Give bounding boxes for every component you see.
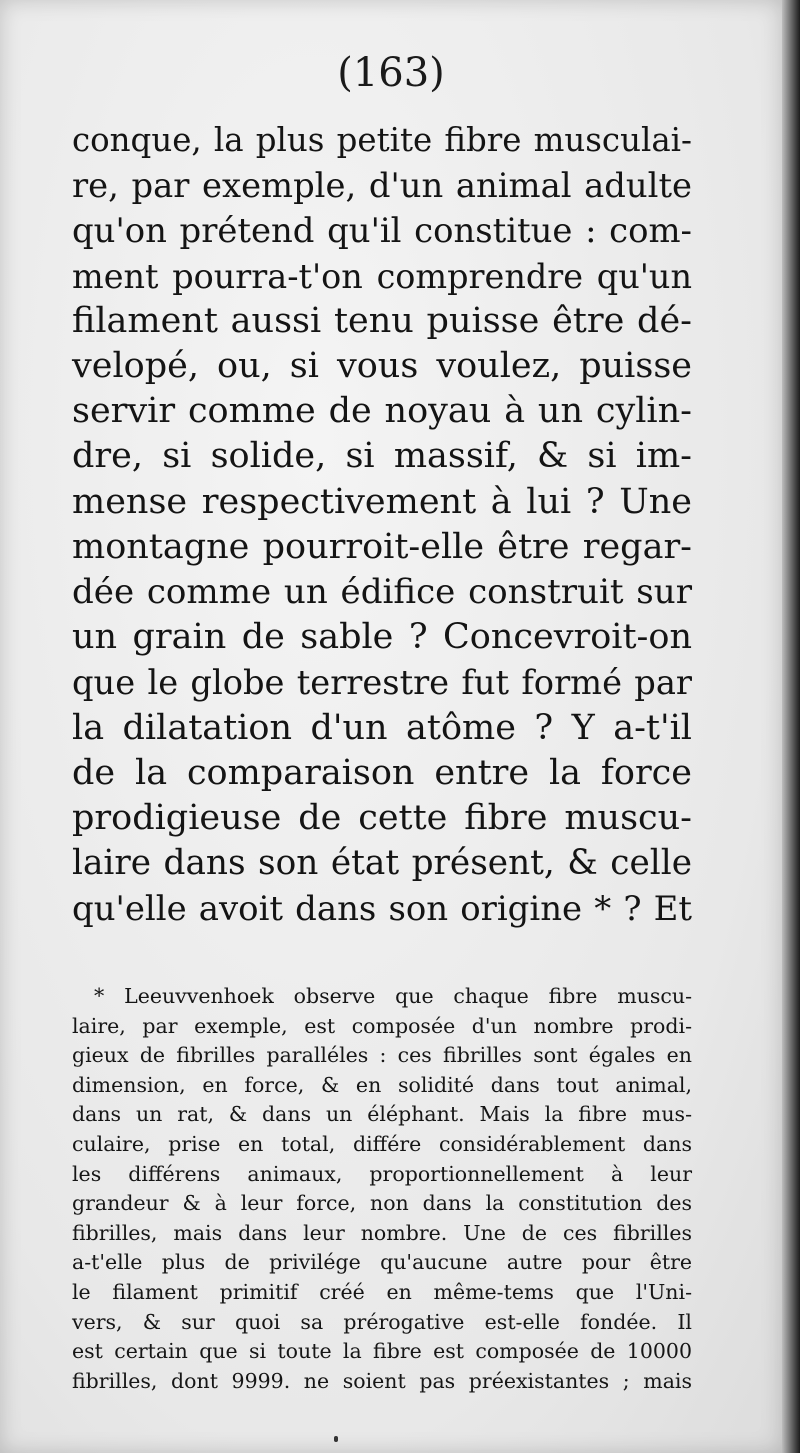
text-line: qu'elle avoit dans son origine * ? Et <box>72 889 692 929</box>
footnote-line: fibrilles, mais dans leur nombre. Une de ces fibrilles <box>72 1220 692 1245</box>
footnote-line: laire, par exemple, est composée d'un nombre prodi- <box>72 1013 692 1038</box>
footnote-line: le filament primitif créé en même-tems que l'Uni- <box>72 1279 692 1304</box>
text-line: servir comme de noyau à un cylin- <box>72 391 692 432</box>
footnote-line: les différens animaux, proportionnellement à leur <box>72 1161 692 1186</box>
book-spine-edge <box>782 0 800 1453</box>
footnote-line: est certain que si toute la fibre est composée de 10000 <box>72 1339 692 1364</box>
footnote-line: grandeur & à leur force, non dans la constitution des <box>72 1191 692 1216</box>
text-line: re, par exemple, d'un animal adulte <box>72 166 692 206</box>
text-line: que le globe terrestre fut formé par <box>72 663 692 703</box>
text-line: conque, la plus petite fibre musculai- <box>72 121 692 159</box>
text-line: laire dans son état présent, & celle <box>72 843 692 884</box>
footnote-line: * Leeuvvenhoek observe que chaque fibre muscu- <box>94 984 692 1008</box>
footnote-block <box>72 982 692 1396</box>
footnote-line: fibrilles, dont 9999. ne soient pas préexistantes ; mais <box>72 1368 692 1393</box>
text-line: ment pourra-t'on comprendre qu'un <box>72 256 692 296</box>
text-line: qu'on prétend qu'il constitue : com- <box>72 211 692 251</box>
page-number: (163) <box>337 50 445 96</box>
text-line: la dilatation d'un atôme ? Y a-t'il <box>72 707 692 748</box>
text-line: filament aussi tenu puisse être dé- <box>72 300 692 341</box>
page-mark <box>334 1436 338 1442</box>
text-line: un grain de sable ? Concevroit-on <box>72 617 692 658</box>
footnote-line: culaire, prise en total, différe considérablement dans <box>72 1131 692 1156</box>
footnote-line: dimension, en force, & en solidité dans tout animal, <box>72 1072 692 1097</box>
text-line: mense respectivement à lui ? Une <box>72 481 692 522</box>
text-line: prodigieuse de cette fibre muscu- <box>72 798 692 839</box>
footnote-line: dans un rat, & dans un éléphant. Mais la fibre mus- <box>72 1102 692 1127</box>
text-line: velopé, ou, si vous voulez, puisse <box>72 346 692 387</box>
footnote-line: vers, & sur quoi sa prérogative est-elle fondée. Il <box>72 1309 692 1334</box>
footnote-line: a-t'elle plus de privilége qu'aucune autre pour être <box>72 1250 692 1275</box>
text-line: de la comparaison entre la force <box>72 752 692 793</box>
text-line: dre, si solide, si massif, & si im- <box>72 436 692 477</box>
footnote-line: gieux de fibrilles paralléles : ces fibrilles sont égales en <box>72 1043 692 1068</box>
text-line: montagne pourroit-elle être regar- <box>72 526 692 567</box>
main-text-block <box>72 118 692 932</box>
text-line: dée comme un édifice construit sur <box>72 572 692 613</box>
